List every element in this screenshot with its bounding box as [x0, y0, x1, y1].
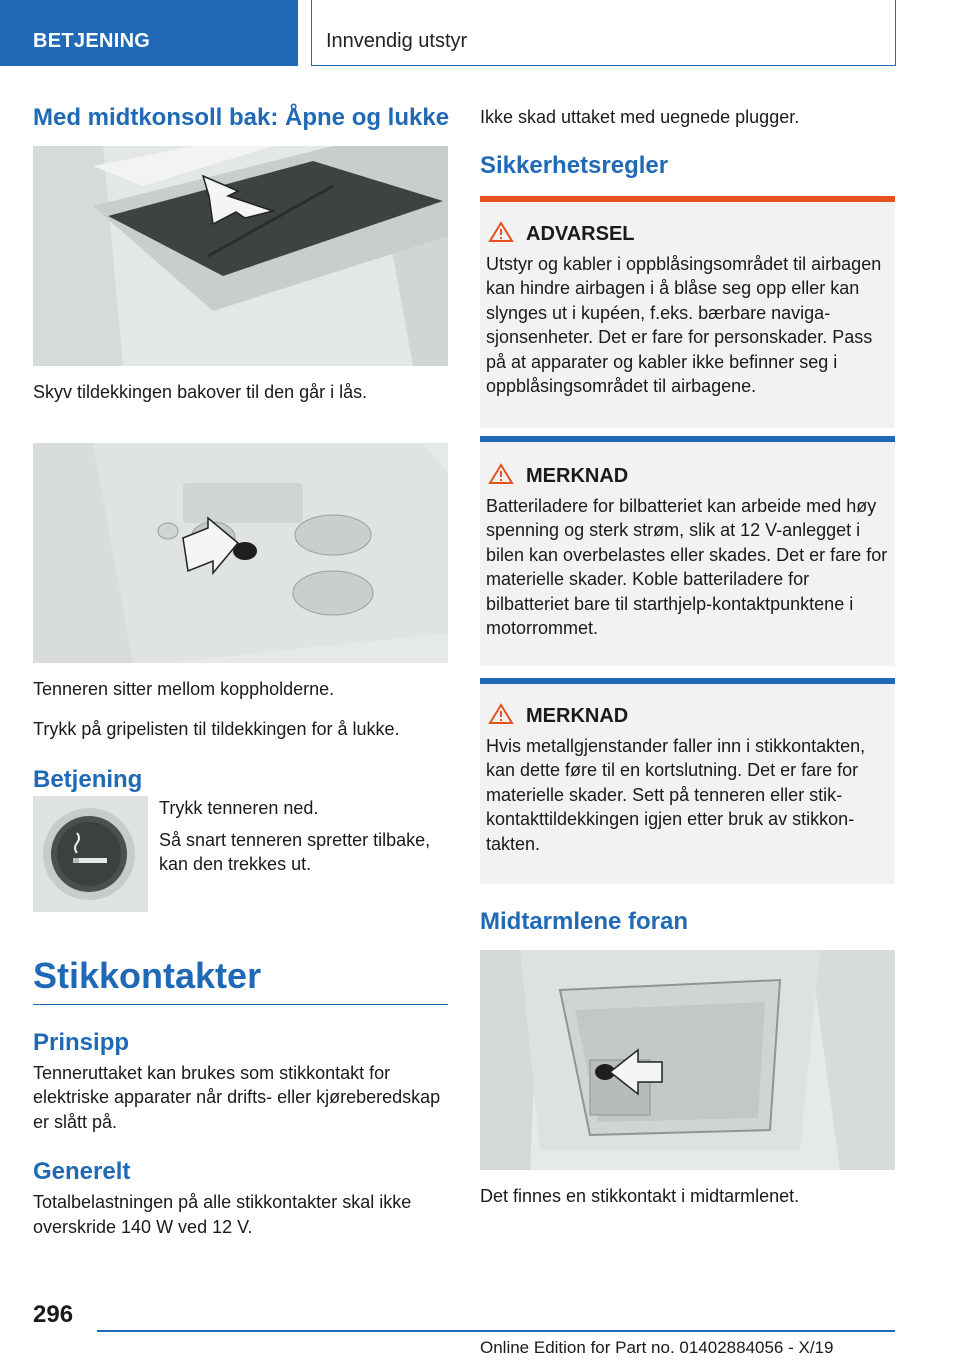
right-column — [480, 100, 895, 1208]
heading-general: Generelt — [33, 1158, 131, 1185]
heading-sockets: Stikkontakter — [33, 954, 262, 996]
note-triangle-icon — [488, 703, 514, 731]
edition-info: Online Edition for Part no. 01402884056 - X/19 — [480, 1338, 834, 1357]
heading-safety: Sikkerhetsregler — [480, 151, 669, 179]
note-bar — [480, 436, 895, 442]
heading-operation: Betjening — [33, 765, 143, 793]
note-box-charger — [480, 436, 895, 666]
general-text: Totalbelastningen på alle stikkontakter skal ikke overskride 140 W ved 12 V. — [33, 1192, 412, 1237]
heading-open-close: Med midtkonsoll bak: Åpne og lukke — [33, 104, 450, 131]
heading-armrest: Midtarmlene foran — [480, 907, 689, 935]
note-triangle-icon — [488, 463, 514, 491]
warning-bar — [480, 196, 895, 202]
armrest-illustration — [480, 950, 895, 1170]
note-text: Batteriladere for bilbatteriet kan arbeide med høy spenning og sterk strøm, slik at 12 V-anlegget i bilen kan overbelastes eller skades. Det er fare for materielle skader. Koble batteriladere for bilbatteriet bare til starthjelp-kontaktpunktene i motorrommet. — [486, 495, 888, 638]
intro-text: Ikke skad uttaket med uegnede plugger. — [480, 107, 800, 127]
note-title: MERKNAD — [526, 465, 629, 487]
cup-holder-illustration — [33, 443, 448, 663]
heading-principle: Prinsipp — [33, 1028, 130, 1056]
warning-box — [480, 196, 895, 428]
console-lid-illustration — [33, 146, 448, 366]
warning-title: ADVARSEL — [526, 223, 635, 245]
principle-text: Tenneruttaket kan brukes som stikkontakt for elektriske apparater når drifts- eller kjøreberedskap er slått på. — [33, 1062, 441, 1132]
caption-lighter-location: Tenneren sitter mellom koppholderne. — [33, 678, 335, 699]
figure-cup-holders — [33, 443, 448, 663]
chapter-tab: BETJENING — [0, 0, 298, 66]
caption-close-lid: Trykk på gripelisten til tildekkingen for å lukke. — [33, 719, 400, 739]
lighter-button-figure — [33, 796, 148, 912]
note-box-metal — [480, 678, 895, 884]
note-bar — [480, 678, 895, 684]
left-column — [33, 100, 448, 1239]
caption-slide-lid: Skyv tildekkingen bakover til den går i lås. — [33, 382, 368, 402]
operation-block — [33, 796, 448, 946]
figure-armrest — [480, 950, 895, 1170]
note-title: MERKNAD — [526, 705, 629, 727]
figure-console-lid — [33, 146, 448, 366]
sockets-divider — [33, 1004, 448, 1005]
note-text: Hvis metallgjenstander faller inn i stikkontakten, kan dette føre til en kortslutning. Det er fare for materielle skader. Sett på tenneren eller stikkontakttildekkingen igjen etter bruk av stikkontakten. — [486, 735, 866, 854]
footer-divider — [97, 1330, 895, 1332]
operation-step2: Så snart tenneren spretter tilbake, kan den trekkes ut. — [159, 829, 431, 874]
warning-triangle-icon — [488, 221, 514, 249]
warning-text: Utstyr og kabler i oppblåsingsområdet til airbagen kan hindre airbagen i å blåse seg opp eller kan slynges ut i kupéen, f.eks. bærbare navigasjonsenheter. Det er fare for personskader. Pass på at apparater og kabler ikke befinner seg i oppblåsingsområdet til airbagene. — [486, 253, 882, 396]
caption-armrest: Det finnes en stikkontakt i midtarmlenet. — [480, 1185, 800, 1206]
section-title: Innvendig utstyr — [311, 0, 896, 66]
page-header — [0, 0, 960, 66]
operation-step1: Trykk tenneren ned. — [159, 797, 319, 818]
page-number: 296 — [33, 1301, 74, 1328]
